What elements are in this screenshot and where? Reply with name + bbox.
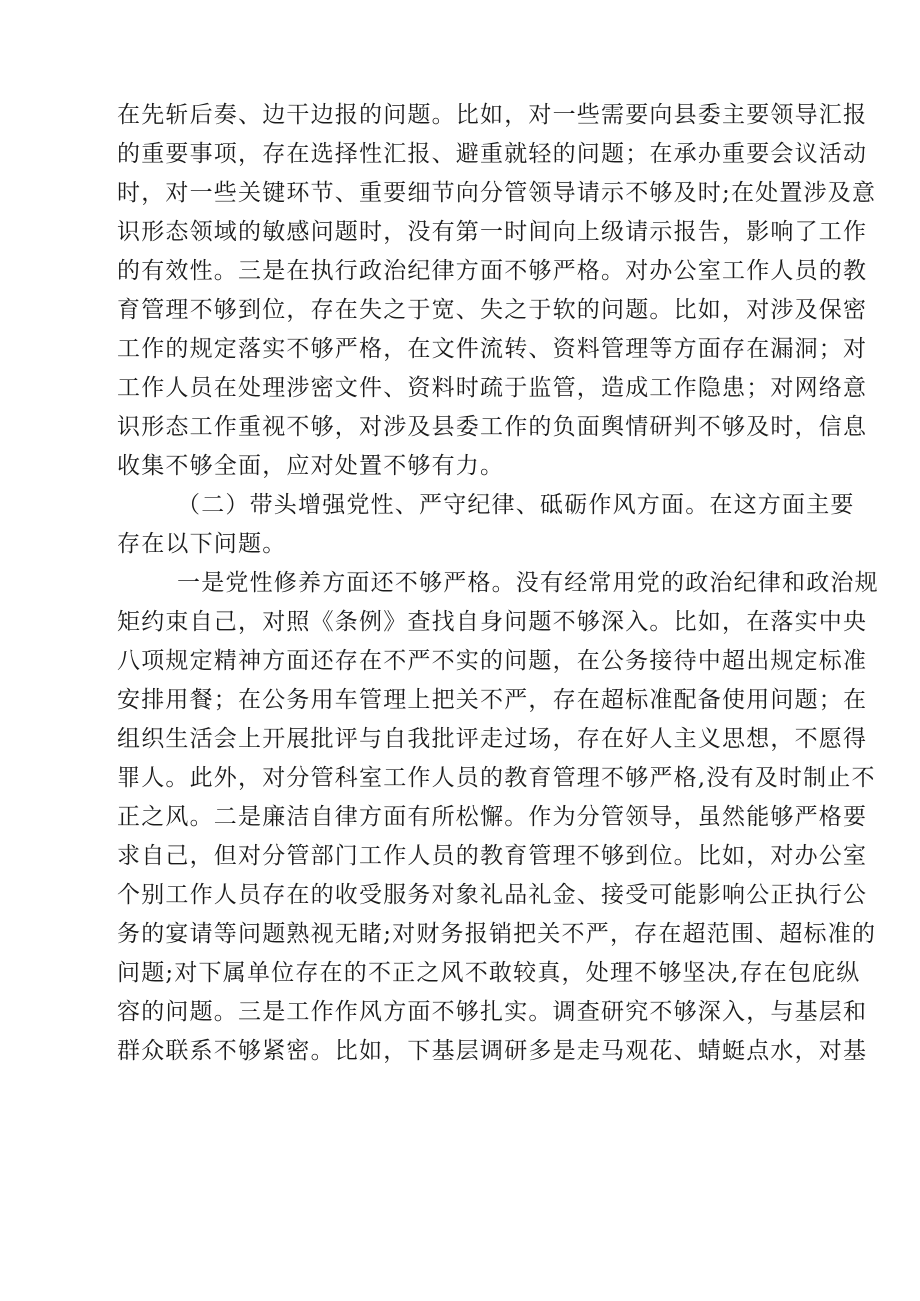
text-line: 收集不够全面，应对处置不够有力。 [117,453,505,479]
text-line: 群众联系不够紧密。比如，下基层调研多是走马观花、蜻蜓点水，对基 [117,1038,868,1064]
text-line: 的有效性。三是在执行政治纪律方面不够严格。对办公室工作人员的教 [117,258,868,284]
text-line: 正之风。二是廉洁自律方面有所松懈。作为分管领导，虽然能够严格要 [117,804,868,830]
text-line: 求自己，但对分管部门工作人员的教育管理不够到位。比如，对办公室 [117,843,868,869]
text-line: 问题;对下属单位存在的不正之风不敢较真，处理不够坚决,存在包庇纵 [117,960,861,986]
text-line: 工作的规定落实不够严格，在文件流转、资料管理等方面存在漏洞；对 [117,336,868,362]
text-line: 的重要事项，存在选择性汇报、避重就轻的问题；在承办重要会议活动 [117,141,868,167]
text-line: 个别工作人员存在的收受服务对象礼品礼金、接受可能影响公正执行公 [117,882,868,908]
section-heading-line: （二）带头增强党性、严守纪律、砥砺作风方面。在这方面主要 [177,492,855,518]
text-line: 存在以下问题。 [117,531,287,557]
text-line: 矩约束自己，对照《条例》查找自身问题不够深入。比如，在落实中央 [117,609,868,635]
paragraph-first-line: 一是党性修养方面还不够严格。没有经常用党的政治纪律和政治规 [177,570,879,596]
text-line: 务的宴请等问题熟视无睹;对财务报销把关不严，存在超范围、超标准的 [117,921,877,947]
text-line: 识形态领域的敏感问题时，没有第一时间向上级请示报告，影响了工作 [117,219,868,245]
text-line: 工作人员在处理涉密文件、资料时疏于监管，造成工作隐患；对网络意 [117,375,868,401]
text-line: 时，对一些关键环节、重要细节向分管领导请示不够及时;在处置涉及意 [117,180,877,206]
text-line: 八项规定精神方面还存在不严不实的问题，在公务接待中超出规定标准 [117,648,868,674]
text-line: 在先斩后奏、边干边报的问题。比如，对一些需要向县委主要领导汇报 [117,102,868,128]
body-text [117,96,879,1071]
text-line: 安排用餐；在公务用车管理上把关不严，存在超标准配备使用问题；在 [117,687,868,713]
text-line: 识形态工作重视不够，对涉及县委工作的负面舆情研判不够及时，信息 [117,414,868,440]
text-line: 组织生活会上开展批评与自我批评走过场，存在好人主义思想，不愿得 [117,726,868,752]
text-line: 罪人。此外，对分管科室工作人员的教育管理不够严格,没有及时制止不 [117,765,876,791]
text-line: 育管理不够到位，存在失之于宽、失之于软的问题。比如，对涉及保密 [117,297,868,323]
text-line: 容的问题。三是工作作风方面不够扎实。调查研究不够深入，与基层和 [117,999,868,1025]
